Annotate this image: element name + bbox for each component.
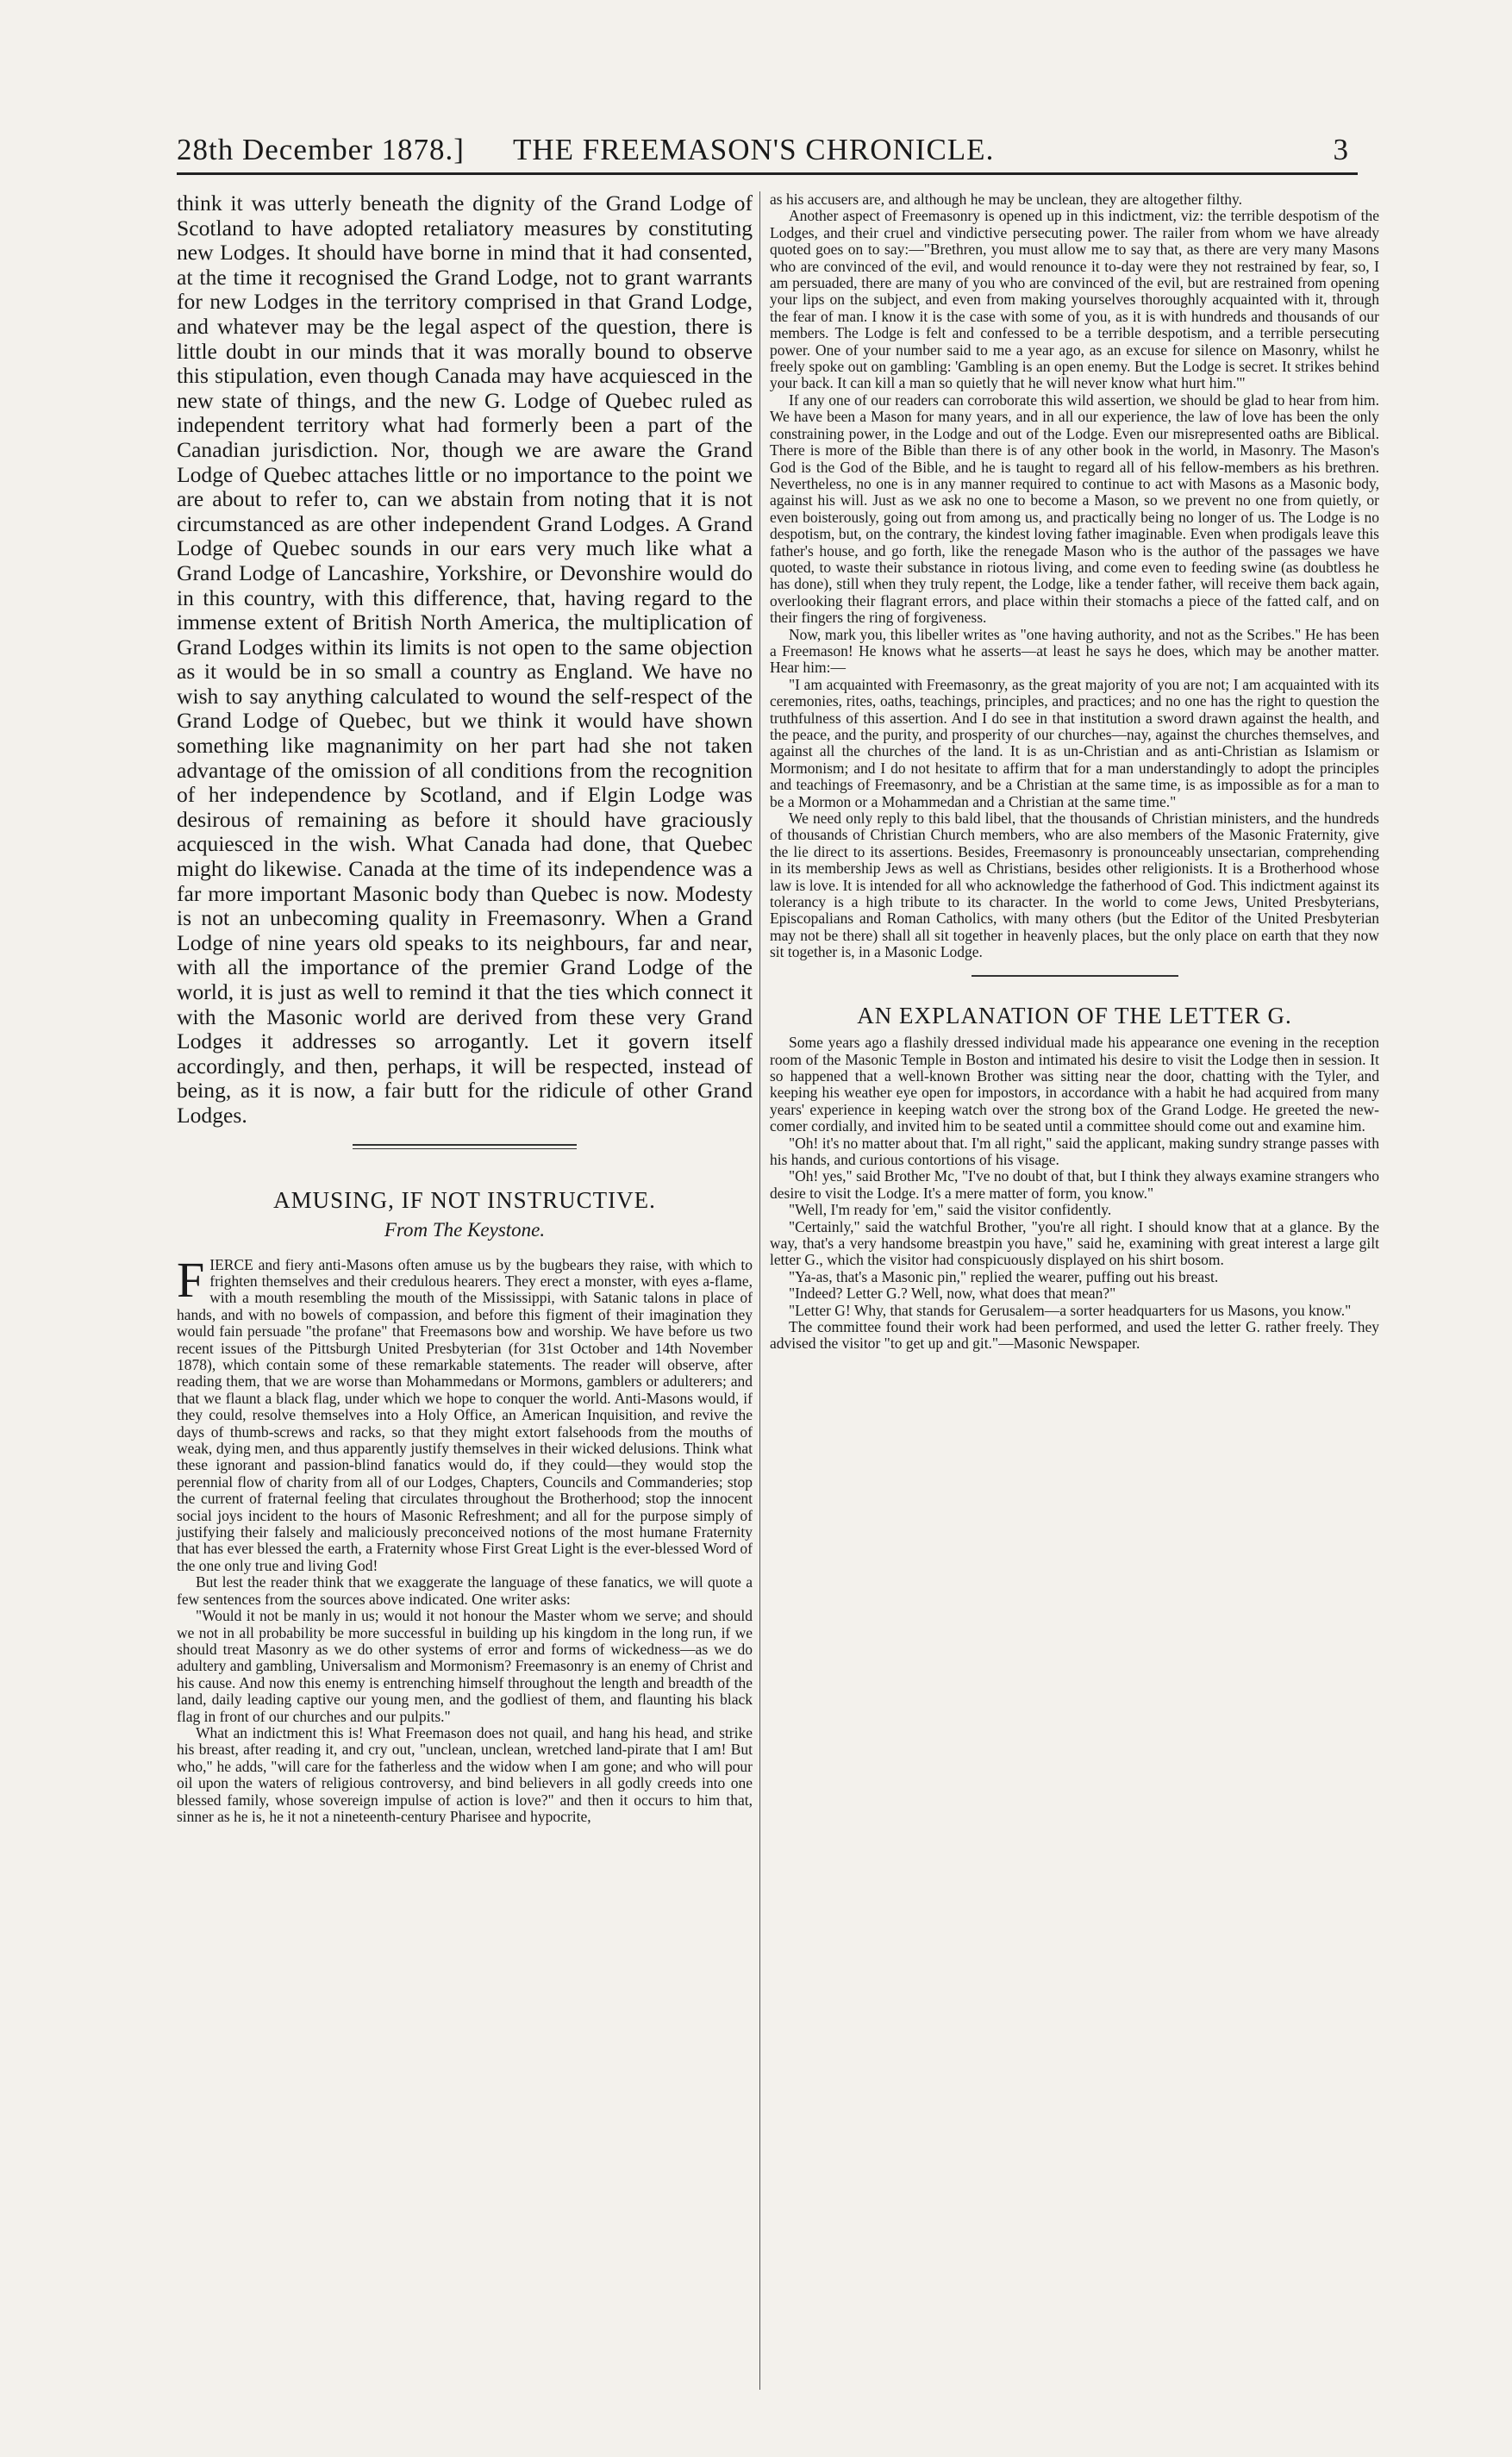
section-byline: From The Keystone.: [384, 1218, 546, 1241]
article-paragraph: "Ya-as, that's a Masonic pin," replied the wearer, puffing out his breast.: [789, 1267, 1219, 1285]
masthead-title: THE FREEMASON'S CHRONICLE.: [513, 133, 995, 166]
article-paragraph: What an indictment this is! What Freemason does not quail, and hang his head, and strike his breast, after reading it, and cry out, "unclean, unclean, wretched land-pirate that I am! But who," he adds, "will care for the fatherless and the widow when I am gone; and who will pour oil upon the waters of religious controversy, and bind believers in all godly creeds into one blessed family, whose sovereign impulse of action is love?" and then it occurs to him that, sinner as he is, he it not a nineteenth-century Pharisee and hypocrite,: [177, 1723, 753, 1825]
column-rule: [759, 191, 760, 2390]
right-column: [770, 191, 1379, 1353]
article-quote: "I am acquainted with Freemasonry, as the great majority of you are not; I am acquainted with its ceremonies, rites, oaths, teachings, principles, and practices; and no one has the right to question the truthfulness of this assertion. And I do see in that institution a sword drawn against the health, and the peace, and the purity, and prosperity of our churches—nay, against the churches themselves, and against all the churches of the land. It is as un-Christian and as anti-Christian as Islamism or Mormonism; and I do not hesitate to affirm that for a man understandingly to adopt the principles and teachings of Freemasonry, and be a Christian at the same time, is as impossible as for a man to be a Mormon or a Mohammedan and a Christian at the same time.": [770, 675, 1379, 810]
section-separator: [353, 1144, 577, 1149]
drop-capital: F: [177, 1251, 205, 1308]
article-paragraph: "Letter G! Why, that stands for Gerusalem—a sorter headquarters for us Masons, you know.": [789, 1301, 1352, 1319]
article-paragraph: "Oh! it's no matter about that. I'm all right," said the applicant, making sundry strange passes with his hands, and curious contortions of his visage.: [770, 1134, 1379, 1168]
article-paragraph: "Oh! yes," said Brother Mc, "I've no doubt of that, but I think they always examine strangers who desire to visit the Lodge. It's a mere matter of form, you know.": [770, 1167, 1379, 1202]
issue-date: 28th December 1878.]: [177, 133, 465, 166]
first-paragraph-text: IERCE and fiery anti-Masons often amuse us by the bugbears they raise, with which to frighten themselves and their credulous hearers. They erect a monster, with eyes a-flame, with a mouth resembling the mouth of the Mississippi, with Satanic talons in place of hands, and with no bowels of compassion, and before this figment of their imagination they would fain persuade "the profane" that Freemasons bow and worship. We have before us two recent issues of the Pittsburgh United Presbyterian (for 31st October and 14th November 1878), which contain some of these remarkable statements. The reader will observe, after reading them, that we are worse than Mohammedans or Mormons, gamblers or adulterers; and that we flaunt a black flag, under which we hope to conquer the world. Anti-Masons would, if they could, resolve themselves into a Holy Office, an American Inquisition, and revive the days of thumb-screws and racks, so that they might extort falsehoods from the mouths of weak, dying men, and thus apparently justify themselves in their wicked delusions. Think what these ignorant and passion-blind fanatics would do, if they could—they would stop the perennial flow of charity from all of our Lodges, Chapters, Councils and Commanderies; stop the current of fraternal feeling that circulates throughout the Brotherhood; stop the innocent social joys incident to the hours of Masonic Refreshment; and all for the purpose simply of justifying their falsely and maliciously preconceived notions of the most humane Fraternity that has ever blessed the earth, a Fraternity whose First Great Light is the ever-blessed Word of the one only true and living God!: [177, 1255, 753, 1574]
page-number: 3: [1333, 133, 1349, 166]
article-paragraph: If any one of our readers can corroborate this wild assertion, we should be glad to hear from him. We have been a Mason for many years, and in all our experience, the law of love has been the only constraining power, in the Lodge and out of the Lodge. Even our misrepresented oaths are Biblical. There is more of the Bible than there is of any other book in the world, in Masonry. The Mason's God is the God of the Bible, and he is taught to regard all of his fellow-members as his brethren. Nevertheless, no one is in any manner required to continue to act with Masons as a Masonic body, against his will. Just as we ask no one to become a Mason, so we prevent no one from quietly, or even boisterously, going out from among us, and practically being no longer of us. The Lodge is no despotism, but, on the contrary, the kindest loving father imaginable. Even when prodigals leave this father's house, and go forth, like the renegade Mason who is the author of the passages we have quoted, to waste their substance in riotous living, and come even to feeding swine (as doubtless he has done), still when they truly repent, the Lodge, like a tender father, will receive them back again, overlooking their flagrant errors, and place within their stomachs a piece of the fatted calf, and on their fingers the ring of forgiveness.: [770, 391, 1379, 627]
section-title-amusing: AMUSING, IF NOT INSTRUCTIVE.: [273, 1186, 656, 1213]
article-paragraph: "Well, I'm ready for 'em," said the visitor confidently.: [789, 1201, 1112, 1219]
lead-paragraph: think it was utterly beneath the dignity of the Grand Lodge of Scotland to have adopted retaliatory measures by constituting new Lodges. It should have borne in mind that it had consented, at the time it recognised the Grand Lodge, not to grant warrants for new Lodges in the territory comprised in that Grand Lodge, and whatever may be the legal aspect of the question, there is little doubt in our minds that it was morally bound to observe this stipulation, even though Canada may have acquiesced in the new state of things, and the new G. Lodge of Quebec ruled as independent territory what had formerly been a part of the Canadian jurisdiction. Nor, though we are aware the Grand Lodge of Quebec attaches little or no importance to the point we are about to refer to, can we abstain from noting that it is not circumstanced as are other independent Grand Lodges. A Grand Lodge of Quebec sounds in our ears very much like what a Grand Lodge of Lancashire, Yorkshire, or Devonshire would do in this country, with this difference, that, having regard to the immense extent of British North America, the multiplication of Grand Lodges within its limits is not open to the same objection as it would be in so small a country as England. We have no wish to say anything calculated to wound the self-respect of the Grand Lodge of Quebec, but we think it would have shown something like magnanimity on her part had she not taken advantage of the omission of all conditions from the recognition of her independence by Scotland, and if Elgin Lodge was desirous of remaining as before it should have graciously acquiesced in the wish. What Canada had done, that Quebec might do likewise. Canada at the time of its independence was a far more important Masonic body than Quebec is now. Modesty is not an unbecoming quality in Freemasonry. When a Grand Lodge of nine years old speaks to its neighbours, far and near, with all the importance of the premier Grand Lodge of the world, it is just as well to remind it that the ties which connect it with the Masonic world are derived from these very Grand Lodges it addresses so arrogantly. Let it govern itself accordingly, and then, perhaps, it will be respected, instead of being, as it is now, a fair butt for the ridicule of other Grand Lodges.: [177, 191, 753, 1128]
article-paragraph: as his accusers are, and although he may be unclean, they are altogether filthy.: [770, 191, 1242, 208]
page-header: [177, 129, 1358, 175]
article-paragraph: "Certainly," said the watchful Brother, "you're all right. I should know that at a glance. By the way, that's a very handsome breastpin you have," said he, examining with great interest a large gilt letter G., which the visitor had conspicuously displayed on his shirt bosom.: [770, 1217, 1379, 1269]
article-paragraph: We need only reply to this bald libel, that the thousands of Christian ministers, and the hundreds of thousands of Christian Church members, who are also members of the Masonic Fraternity, give the lie direct to its assertions. Besides, Freemasonry is pronounceably unsectarian, comprehending in its membership Jews as well as Christians, besides other religionists. It is a Brotherhood whose law is love. It is intended for all who acknowledge the fatherhood of God. This indictment against its tolerancy is a high tribute to its character. In the world to come Jews, United Presbyterians, Episcopalians and Roman Catholics, with many others (but the Editor of the United Presbyterian may not be there) shall all sit together in heavenly places, but the only place on earth that they now sit together is, in a Masonic Lodge.: [770, 810, 1379, 961]
section-separator: [972, 975, 1178, 978]
left-column: [177, 191, 753, 1825]
article-paragraph: The committee found their work had been performed, and used the letter G. rather freely. They advised the visitor "to get up and git."—Masonic Newspaper.: [770, 1318, 1379, 1353]
lead-article: [177, 191, 753, 1128]
article-paragraph: Now, mark you, this libeller writes as "one having authority, and not as the Scribes." He has been a Freemason! He knows what he asserts—at least he says he does, which may be another matter. Hear him:—: [770, 625, 1379, 677]
article-paragraph: [177, 1251, 753, 1575]
article-paragraph: Another aspect of Freemasonry is opened up in this indictment, viz: the terrible despotism of the Lodges, and their cruel and vindictive persecuting power. The railer from whom we have already quoted goes on to say:—"Brethren, you must allow me to say that, as there are very many Masons who are convinced of the evil, and would renounce it to-day were they not restrained by fear, so, I am persuaded, there are many of you who are convinced of the evil, but are restrained from opening your lips on the subject, and even from making yourselves thoroughly acquainted with it, through the fear of man. I know it is the case with some of you, as it is with hundreds and thousands of our members. The Lodge is felt and confessed to be a terrible despotism, and a terrible persecuting power. One of your number said to me a year ago, as an excuse for silence on Masonry, whilst he freely spoke out on gambling: 'Gambling is an open enemy. But the Lodge is secret. It strikes behind your back. It can kill a man so quietly that he will never know what hurt him.'": [770, 207, 1379, 392]
section-title-letter-g: AN EXPLANATION OF THE LETTER G.: [857, 1002, 1292, 1028]
article-paragraph: "Indeed? Letter G.? Well, now, what does that mean?": [789, 1285, 1116, 1303]
article-quote: "Would it not be manly in us; would it not honour the Master whom we serve; and should we not in all probability be more successful in building up his kingdom in the long run, if we should treat Masonry as we do other systems of error and forms of wickedness—as we do adultery and gambling, Universalism and Mormonism? Freemasonry is an enemy of Christ and his cause. And now this enemy is entrenching himself throughout the length and breadth of the land, daily leading captive our young men, and the godliest of them, and flaunting his black flag in front of our churches and our pulpits.": [177, 1607, 753, 1725]
article-paragraph: Some years ago a flashily dressed individual made his appearance one evening in the reception room of the Masonic Temple in Boston and intimated his desire to visit the Lodge then in session. It so happened that a well-known Brother was sitting near the door, chatting with the Tyler, and keeping his weather eye open for impostors, in accordance with a habit he had acquired from many years' experience in keeping watch over the strong box of the Grand Lodge. He greeted the new-comer cordially, and invited him to be seated until a committee should come out and examine him.: [770, 1034, 1379, 1135]
article-paragraph: But lest the reader think that we exaggerate the language of these fanatics, we will quote a few sentences from the sources above indicated. One writer asks:: [177, 1573, 753, 1608]
amusing-article: [177, 1251, 753, 1826]
